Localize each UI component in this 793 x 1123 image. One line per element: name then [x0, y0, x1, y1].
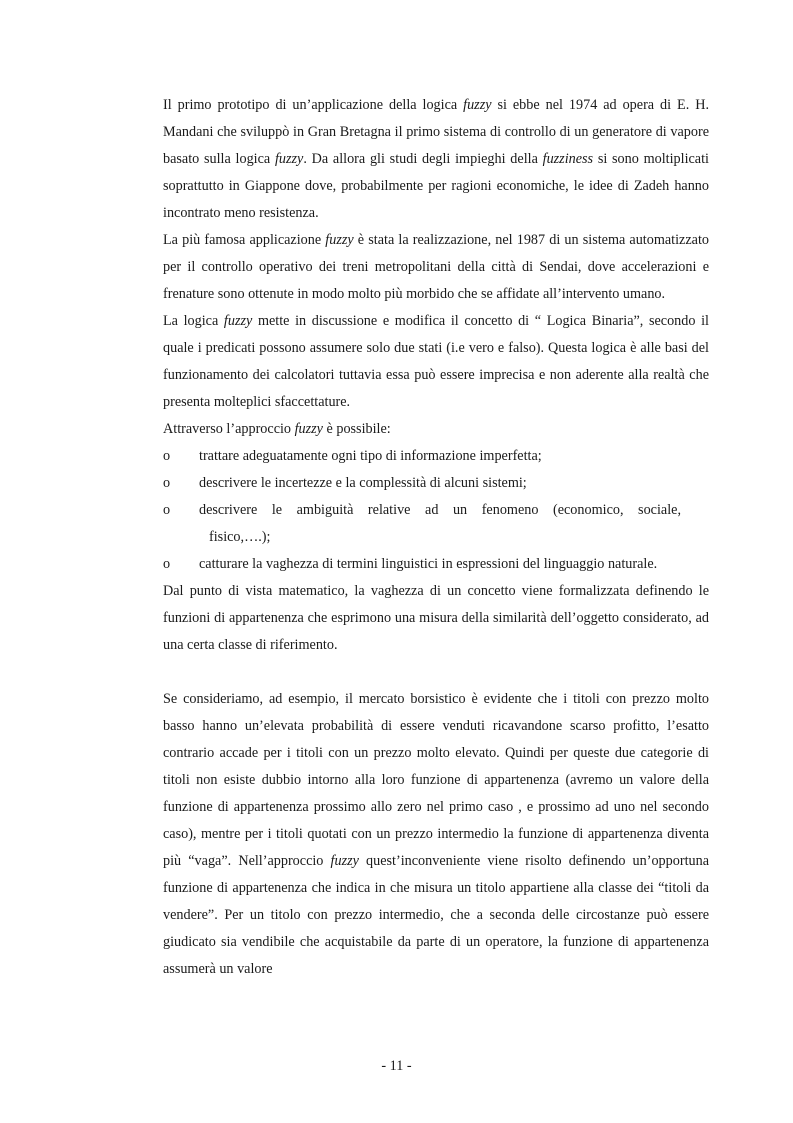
paragraph-stock-market-example: Se consideriamo, ad esempio, il mercato borsistico è evidente che i titoli con prezzo molto basso hanno un’elevata probabilità di essere venduti ricavandone scarso profitto, l’esatto contrario accade per i titoli con un prezzo molto elevato. Quindi per queste due categorie di titoli non esiste dubbio intorno alla loro funzione di appartenenza (avremo un valore della funzione di appartenenza prossimo allo zero nel primo caso , e prossimo ad uno nel secondo caso), mentre per i titoli quotati con un prezzo intermedio la funzione di appartenenza diventa più “vaga”. Nell’approccio fuzzy quest’inconveniente viene risolto definendo un’opportuna funzione di appartenenza che indica in che misura un titolo appartiene alla classe dei “titoli da vendere”. Per un titolo con prezzo intermedio, che a seconda delle circostanze può essere giudicato sia vendibile che acquistabile da parte di un operatore, la funzione di appartenenza assumerà un valore: [163, 691, 709, 977]
paragraph-binary-logic: La logica fuzzy mette in discussione e modifica il concetto di “ Logica Binaria”, secondo il quale i predicati possono assumere solo due stati (i.e vero e falso). Questa logica è alle basi del funzionamento dei calcolatori tuttavia essa può essere imprecisa e non aderente alla realtà che presenta molteplici sfaccettature.: [163, 313, 709, 410]
paragraph-possibilities-intro: Attraverso l’approccio fuzzy è possibile:: [163, 421, 391, 437]
page-body: [163, 92, 709, 983]
bullet-marker: o: [163, 448, 171, 464]
list-item: o trattare adeguatamente ogni tipo di informazione imperfetta;: [163, 443, 709, 470]
paragraph-sendai-application: La più famosa applicazione fuzzy è stata la realizzazione, nel 1987 di un sistema automatizzato per il controllo operativo dei treni metropolitani della città di Sendai, dove accelerazioni e frenature sono ottenute in modo molto più morbido che se affidate all’intervento umano.: [163, 232, 709, 302]
possibilities-list: [163, 443, 709, 578]
bullet-marker: o: [163, 556, 171, 572]
list-item: o catturare la vaghezza di termini linguistici in espressioni del linguaggio naturale.: [163, 551, 709, 578]
paragraph-fuzzy-history: Il primo prototipo di un’applicazione della logica fuzzy si ebbe nel 1974 ad opera di E. H. Mandani che sviluppò in Gran Bretagna il primo sistema di controllo di un generatore di vapore basato sulla logica fuzzy. Da allora gli studi degli impieghi della fuzziness si sono moltiplicati soprattutto in Giappone dove, probabilmente per ragioni economiche, le idee di Zadeh hanno incontrato meno resistenza.: [163, 97, 710, 221]
list-item: o descrivere le ambiguità relative ad un fenomeno (economico, sociale, fisico,….);: [163, 497, 709, 551]
list-item: o descrivere le incertezze e la complessità di alcuni sistemi;: [163, 470, 709, 497]
bullet-marker: o: [163, 502, 171, 518]
page-number: - 11 -: [381, 1058, 412, 1074]
paragraph-mathematical-view: Dal punto di vista matematico, la vaghezza di un concetto viene formalizzata definendo le funzioni di appartenenza che esprimono una misura della similarità dell’oggetto considerato, ad una certa classe di riferimento.: [163, 583, 709, 653]
bullet-marker: o: [163, 475, 171, 491]
